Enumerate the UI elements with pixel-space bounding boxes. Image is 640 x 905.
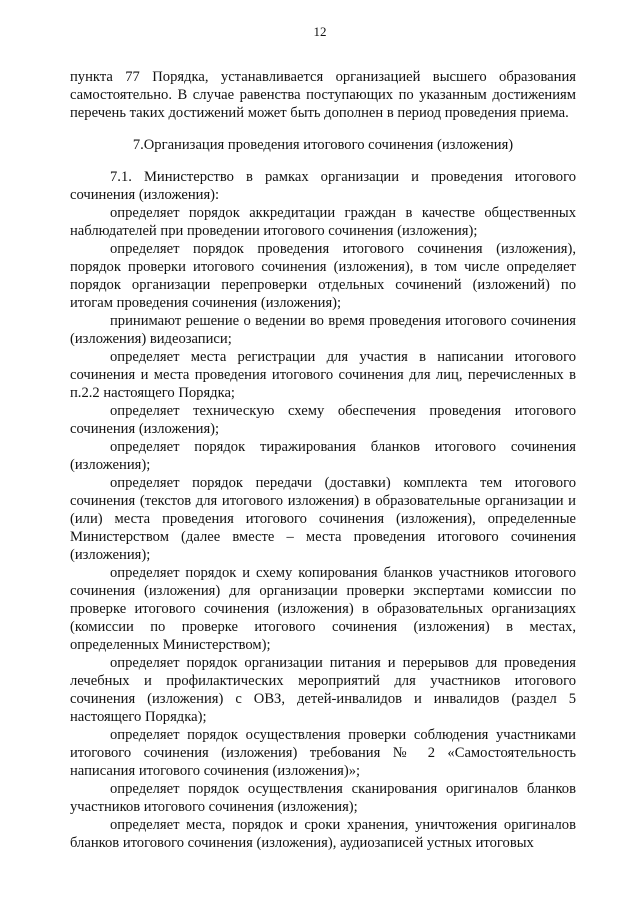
paragraph: принимают решение о ведении во время проведения итогового сочинения (изложения) видеозаписи;	[70, 313, 576, 347]
paragraph: определяет порядок аккредитации граждан в качестве общественных наблюдателей при проведении итогового сочинения (изложения);	[70, 205, 576, 239]
paragraph: определяет порядок передачи (доставки) комплекта тем итогового сочинения (текстов для итогового изложения) в образовательные организации и (или) места проведения итогового сочинения (изложения), определенные Министерством (далее вместе – места проведения итогового сочинения (изложения);	[70, 475, 576, 563]
section-heading: 7.Организация проведения итогового сочинения (изложения)	[132, 137, 514, 153]
document-body	[70, 68, 576, 852]
paragraph: определяет порядок проведения итогового сочинения (изложения), порядок проверки итогового сочинения (изложения), в том числе определяет порядок организации перепроверки отдельных сочинений (изложений) по итогам проведения сочинения (изложения);	[70, 241, 576, 311]
paragraph: определяет порядок тиражирования бланков итогового сочинения (изложения);	[70, 439, 576, 473]
paragraph: определяет порядок и схему копирования бланков участников итогового сочинения (изложения) для организации проверки экспертами комиссии по проверке итогового сочинения (изложения) в образовательных организациях (комиссии по проверке итогового сочинения (изложения) в местах, определенных Министерством);	[70, 565, 576, 653]
paragraph: определяет техническую схему обеспечения проведения итогового сочинения (изложения);	[70, 403, 576, 437]
paragraph: определяет порядок осуществления проверки соблюдения участниками итогового сочинения (изложения) требования № 2 «Самостоятельность написания итогового сочинения (изложения)»;	[70, 727, 576, 779]
paragraph: 7.1. Министерство в рамках организации и проведения итогового сочинения (изложения):	[70, 169, 576, 203]
paragraph: определяет порядок осуществления сканирования оригиналов бланков участников итогового сочинения (изложения);	[70, 781, 576, 815]
page-number: 12	[313, 24, 327, 39]
paragraph: определяет порядок организации питания и перерывов для проведения лечебных и профилактических мероприятий для участников итогового сочинения (изложения) с ОВЗ, детей-инвалидов и инвалидов (раздел 5 настоящего Порядка);	[70, 655, 576, 725]
intro-paragraph: пункта 77 Порядка, устанавливается организацией высшего образования самостоятельно. В случае равенства поступающих по указанным достижениям перечень таких достижений может быть дополнен в период проведения приема.	[70, 69, 576, 121]
paragraph: определяет места регистрации для участия в написании итогового сочинения и места проведения итогового сочинения для лиц, перечисленных в п.2.2 настоящего Порядка;	[70, 349, 576, 401]
paragraph: определяет места, порядок и сроки хранения, уничтожения оригиналов бланков итогового сочинения (изложения), аудиозаписей устных итоговых	[70, 817, 576, 851]
